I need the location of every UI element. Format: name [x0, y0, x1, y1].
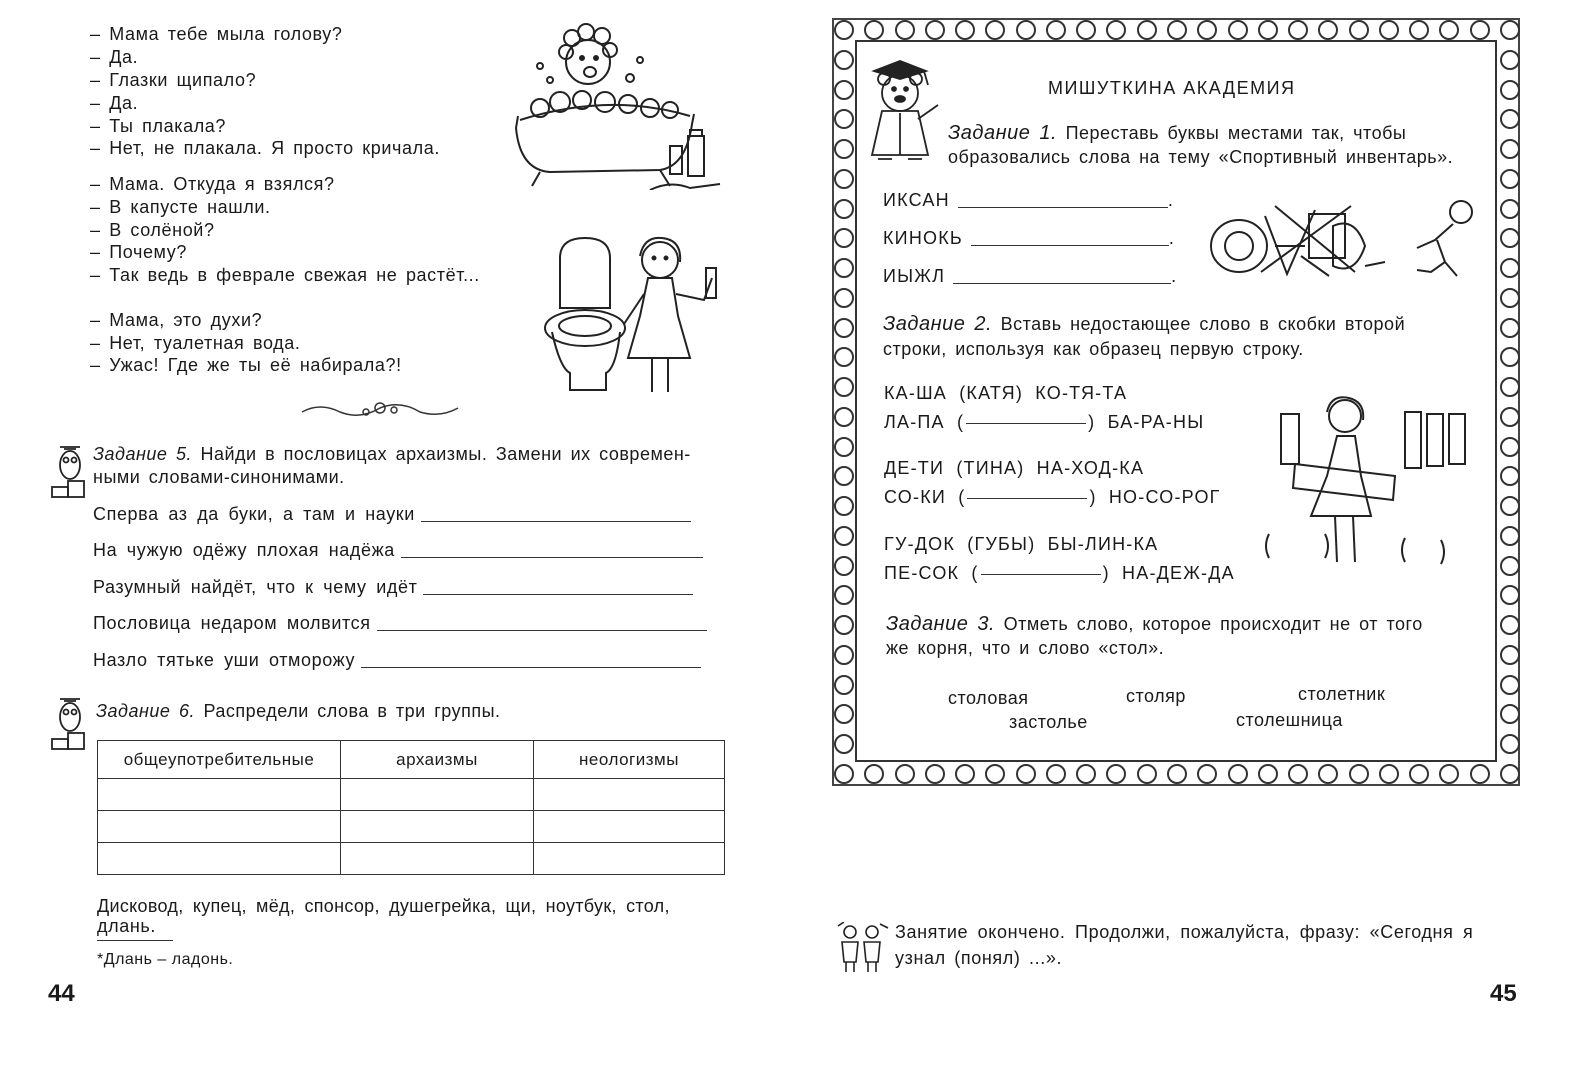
dialog-line: – Мама тебе мыла голову? [90, 24, 343, 44]
girl-cards-illustration [1265, 396, 1480, 576]
frame-dot [834, 20, 854, 40]
dialog-line: – Мама. Откуда я взялся? [90, 174, 335, 194]
word-option[interactable]: столовая [948, 688, 1029, 708]
column-header: архаизмы [341, 741, 534, 779]
task3-text-line2: же корня, что и слово «стол». [886, 638, 1165, 658]
dialog-line: – Мама, это духи? [90, 310, 263, 330]
word-list-line2: длань. [97, 916, 156, 936]
scrambled-word: ИЫЖЛ [883, 266, 946, 286]
frame-dot [834, 556, 854, 576]
frame-dot [1500, 20, 1520, 40]
table-cell[interactable] [534, 843, 725, 875]
task2-text-line2: строки, используя как образец первую строку. [883, 339, 1304, 359]
word-option[interactable]: столяр [1126, 686, 1186, 706]
frame-dot [1500, 199, 1520, 219]
dialog-line: – Да. [90, 47, 139, 67]
task1-heading [948, 122, 1406, 145]
syllable-row [884, 383, 1127, 404]
frame-dot [1016, 764, 1036, 784]
task2-text: Вставь недостающее слово в скобки второй [1000, 314, 1406, 334]
frame-dot [1500, 437, 1520, 457]
frame-dot [834, 407, 854, 427]
frame-dot [1167, 764, 1187, 784]
table-cell[interactable] [341, 811, 534, 843]
task5-text: Найди в пословицах архаизмы. Замени их современ- [200, 444, 691, 464]
syllable-row[interactable]: ЛА-ПА ( ) БА-РА-НЫ [884, 412, 1205, 432]
task1-label: Задание 1. [948, 122, 1058, 144]
proverb-text: Пословица недаром молвится [93, 613, 371, 633]
frame-dot [1500, 258, 1520, 278]
proverb-text: Разумный найдёт, что к чему идёт [93, 577, 418, 597]
frame-dot [1500, 288, 1520, 308]
frame-dot [834, 199, 854, 219]
syllable-answer: (ГУБЫ) [967, 534, 1036, 554]
table-cell[interactable] [98, 779, 341, 811]
word-option[interactable]: столешница [1236, 710, 1343, 730]
task5-label: Задание 5. [93, 444, 192, 464]
frame-dot [895, 20, 915, 40]
answer-line[interactable] [377, 630, 707, 631]
frame-dot [1500, 169, 1520, 189]
frame-dot [1500, 526, 1520, 546]
table-cell[interactable] [341, 779, 534, 811]
syllable-right: БЫ-ЛИН-КА [1047, 534, 1159, 554]
frame-dot [1379, 20, 1399, 40]
table-cell[interactable] [341, 843, 534, 875]
scramble-row[interactable]: КИНОКЬ . [883, 228, 1176, 248]
dialog-line: – Да. [90, 93, 139, 113]
syllable-left: ДЕ-ТИ [884, 458, 945, 478]
task1-text-line2: образовались слова на тему «Спортивный инвентарь». [948, 147, 1454, 167]
frame-dot [1500, 139, 1520, 159]
frame-dot [1500, 377, 1520, 397]
frame-dot [834, 675, 854, 695]
answer-line[interactable] [971, 245, 1169, 246]
table-row [98, 843, 725, 875]
word-option[interactable]: застолье [1009, 712, 1088, 732]
bear-teacher-illustration [858, 55, 948, 167]
word-groups-table [97, 740, 725, 875]
syllable-answer: (КАТЯ) [959, 383, 1024, 403]
syllable-row [884, 534, 1158, 555]
answer-line[interactable] [953, 283, 1171, 284]
proverb-row[interactable] [93, 613, 707, 634]
frame-dot [1228, 764, 1248, 784]
proverb-text: На чужую одёжу плохая надёжа [93, 540, 395, 560]
children-icon [836, 922, 892, 974]
frame-dot [1046, 20, 1066, 40]
frame-dot [1137, 20, 1157, 40]
letters-boy-illustration [1205, 196, 1480, 286]
closing-text-line1: Занятие окончено. Продолжи, пожалуйста, фразу: «Сегодня я [895, 922, 1474, 942]
dialog-line: – Почему? [90, 242, 187, 262]
syllable-left: ГУ-ДОК [884, 534, 956, 554]
dialog-line: – Глазки щипало? [90, 70, 257, 90]
frame-dot [834, 80, 854, 100]
task1-text: Переставь буквы местами так, чтобы [1065, 123, 1407, 143]
scrambled-word: ИКСАН [883, 190, 950, 210]
task3-text: Отметь слово, которое происходит не от того [1003, 614, 1423, 634]
dialog-line: – Ужас! Где же ты её набирала?! [90, 355, 402, 375]
frame-dot [1258, 20, 1278, 40]
word-list-line1: Дисковод, купец, мёд, спонсор, душегрейка, щи, ноутбук, стол, [97, 896, 670, 916]
frame-dot [1500, 764, 1520, 784]
frame-dot [1288, 20, 1308, 40]
answer-line[interactable] [423, 594, 693, 595]
dialog-line: – Нет, не плакала. Я просто кричала. [90, 138, 440, 158]
task6-heading [96, 701, 501, 722]
toilet-girl-illustration [540, 228, 730, 403]
syllable-answer: (ТИНА) [956, 458, 1025, 478]
frame-dot [925, 764, 945, 784]
frame-dot [1500, 80, 1520, 100]
dialog-line: – Так ведь в феврале свежая не растёт... [90, 265, 480, 285]
frame-dot [1167, 20, 1187, 40]
frame-dot [1500, 50, 1520, 70]
dialog-line: – Ты плакала? [90, 116, 227, 136]
owl-icon [48, 697, 88, 752]
answer-line[interactable] [958, 207, 1168, 208]
frame-dot [1046, 764, 1066, 784]
closing-text-line2: узнал (понял) ...». [895, 948, 1063, 968]
task2-label: Задание 2. [883, 313, 993, 335]
decorative-divider [300, 398, 460, 420]
task3-label: Задание 3. [886, 613, 996, 635]
frame-dot [1500, 675, 1520, 695]
proverb-row[interactable] [93, 577, 693, 598]
syllable-left: ЛА-ПА [884, 412, 945, 432]
dialog-line: – В солёной? [90, 220, 215, 240]
proverb-row[interactable] [93, 650, 701, 671]
answer-gap[interactable] [966, 423, 1086, 424]
proverb-text: Сперва аз да буки, а там и науки [93, 504, 415, 524]
frame-dot [955, 20, 975, 40]
academy-title: МИШУТКИНА АКАДЕМИЯ [1048, 78, 1296, 98]
column-header: неологизмы [534, 741, 725, 779]
word-option[interactable]: столетник [1298, 684, 1386, 704]
page-number-left: 44 [48, 980, 75, 1007]
scrambled-word: КИНОКЬ [883, 228, 963, 248]
frame-dot [1258, 764, 1278, 784]
task6-label: Задание 6. [96, 701, 195, 721]
frame-dot [1500, 645, 1520, 665]
scramble-row[interactable]: ИЫЖЛ . [883, 266, 1178, 286]
task5-heading [93, 444, 691, 465]
answer-gap[interactable] [967, 498, 1087, 499]
frame-dot [1500, 407, 1520, 427]
answer-line[interactable] [401, 557, 703, 558]
syllable-left: ПЕ-СОК [884, 563, 960, 583]
syllable-left: КА-ША [884, 383, 947, 403]
answer-line[interactable] [421, 521, 691, 522]
syllable-right: БА-РА-НЫ [1107, 412, 1205, 432]
answer-gap[interactable] [981, 574, 1101, 575]
frame-dot [834, 50, 854, 70]
frame-dot [834, 377, 854, 397]
table-cell[interactable] [534, 811, 725, 843]
table-cell[interactable] [98, 811, 341, 843]
syllable-row [884, 458, 1144, 479]
frame-dot [1349, 20, 1369, 40]
table-row [98, 779, 725, 811]
frame-dot [1500, 318, 1520, 338]
task3-heading [886, 613, 1423, 636]
frame-dot [1016, 20, 1036, 40]
page-number-right: 45 [1490, 980, 1517, 1007]
frame-dot [1470, 764, 1490, 784]
table-header-row [98, 741, 725, 779]
frame-dot [1470, 20, 1490, 40]
frame-dot [834, 288, 854, 308]
syllable-right: НА-ДЕЖ-ДА [1122, 563, 1235, 583]
frame-dot [1500, 556, 1520, 576]
task5-text-line2: ными словами-синонимами. [93, 467, 345, 487]
syllable-left: СО-КИ [884, 487, 947, 507]
syllable-right: КО-ТЯ-ТА [1035, 383, 1128, 403]
frame-dot [1349, 764, 1369, 784]
frame-dot [834, 764, 854, 784]
bathtub-illustration [510, 20, 725, 190]
answer-line[interactable] [361, 667, 701, 668]
syllable-row[interactable]: ПЕ-СОК ( ) НА-ДЕЖ-ДА [884, 563, 1235, 583]
task6-text: Распредели слова в три группы. [203, 701, 501, 721]
proverb-text: Назло тятьке уши отморожу [93, 650, 356, 670]
column-header: общеупотребительные [98, 741, 341, 779]
proverb-row[interactable] [93, 504, 691, 525]
frame-dot [1228, 20, 1248, 40]
syllable-row[interactable]: СО-КИ ( ) НО-СО-РОГ [884, 487, 1221, 507]
dialog-line: – Нет, туалетная вода. [90, 333, 301, 353]
frame-dot [834, 169, 854, 189]
owl-icon [48, 445, 88, 500]
frame-dot [1137, 764, 1157, 784]
frame-dot [895, 764, 915, 784]
footnote-divider [97, 940, 173, 941]
table-cell[interactable] [534, 779, 725, 811]
task2-heading [883, 313, 1405, 336]
table-cell[interactable] [98, 843, 341, 875]
frame-dot [925, 20, 945, 40]
frame-dot [834, 258, 854, 278]
footnote: *Длань – ладонь. [97, 951, 234, 968]
frame-dot [1288, 764, 1308, 784]
frame-dot [955, 764, 975, 784]
frame-dot [834, 437, 854, 457]
syllable-right: НА-ХОД-КА [1036, 458, 1145, 478]
frame-dot [834, 318, 854, 338]
dialog-line: – В капусте нашли. [90, 197, 271, 217]
frame-dot [834, 139, 854, 159]
scramble-row[interactable]: ИКСАН . [883, 190, 1175, 210]
table-row [98, 811, 725, 843]
frame-dot [834, 526, 854, 546]
proverb-row[interactable] [93, 540, 703, 561]
syllable-right: НО-СО-РОГ [1108, 487, 1221, 507]
frame-dot [1379, 764, 1399, 784]
frame-dot [834, 645, 854, 665]
